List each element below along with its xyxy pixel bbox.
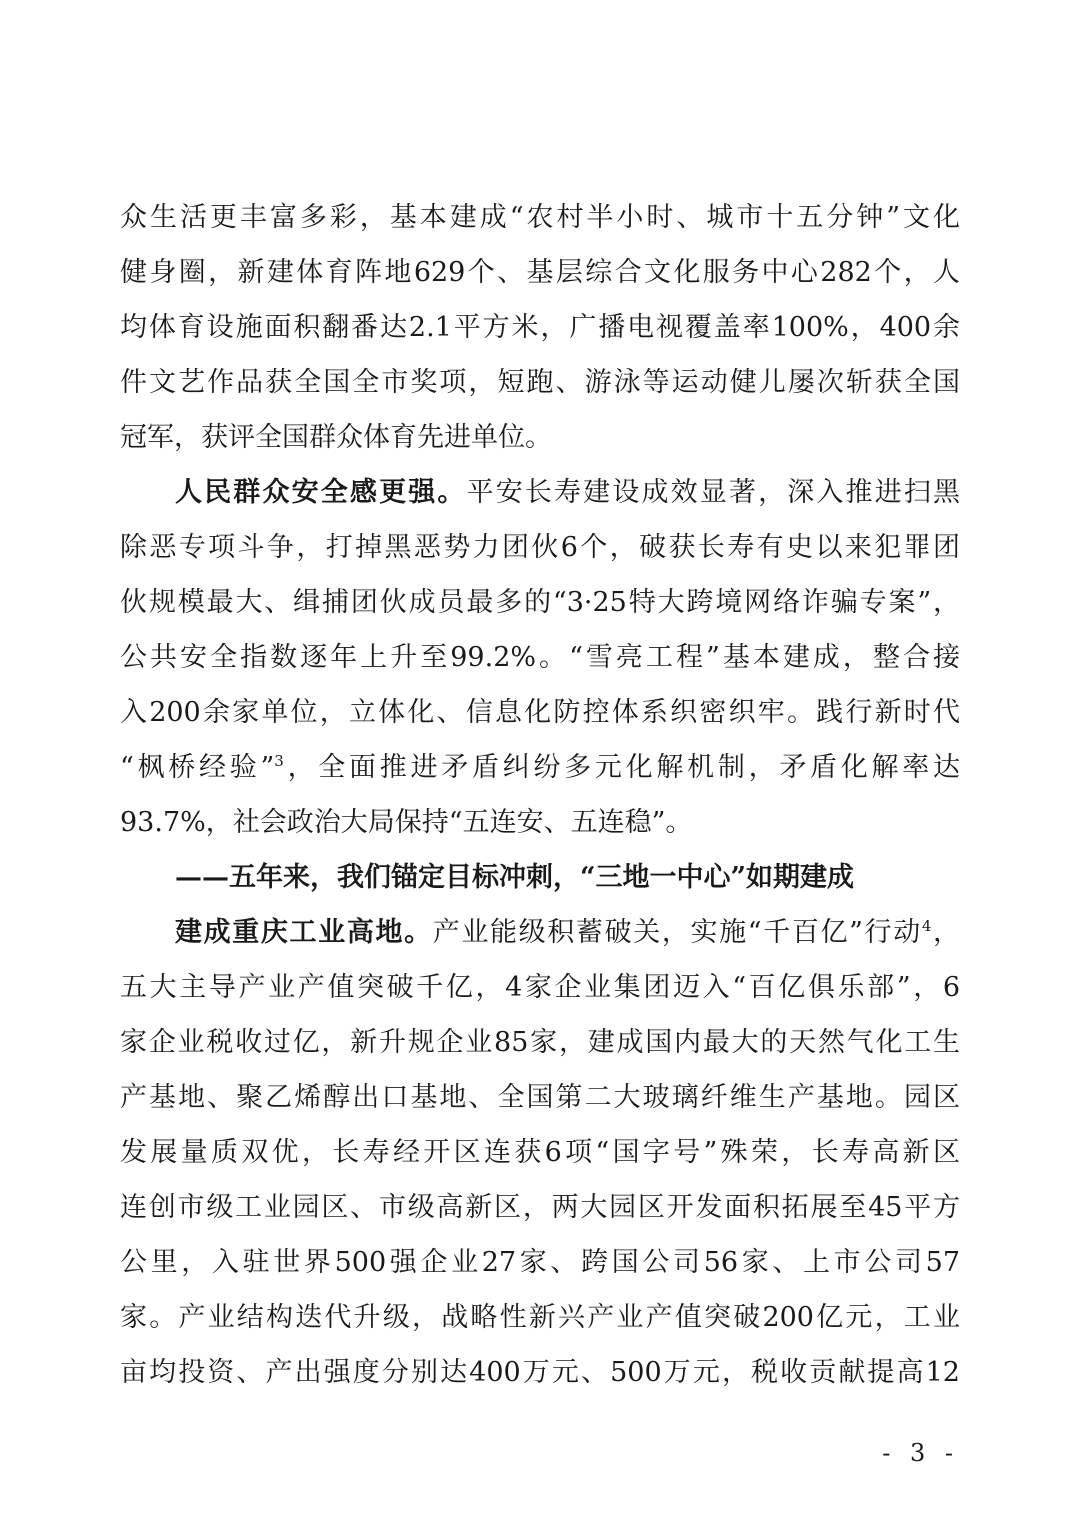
- body-line: 家。产业结构迭代升级，战略性新兴产业产值突破200亿元，工业: [120, 1302, 960, 1333]
- paragraph-first-line: [175, 475, 960, 511]
- body-line: 公共安全指数逐年上升至99.2%。“雪亮工程”基本建成，整合接: [120, 642, 960, 673]
- body-line: 五大主导产业产值突破千亿，4家企业集团迈入“百亿俱乐部”，6: [120, 972, 960, 1003]
- body-text: “枫桥经验”: [120, 752, 275, 783]
- section-heading: ——五年来，我们锚定目标冲刺，“三地一中心”如期建成: [175, 862, 855, 893]
- footnote-marker: 4: [921, 917, 932, 935]
- body-line: 产基地、聚乙烯醇出口基地、全国第二大玻璃纤维生产基地。园区: [120, 1082, 960, 1113]
- body-line: 除恶专项斗争，打掉黑恶势力团伙6个，破获长寿有史以来犯罪团: [120, 532, 960, 563]
- body-line: 伙规模最大、缉捕团伙成员最多的“3·25特大跨境网络诈骗专案”，: [120, 587, 960, 618]
- body-line: [120, 750, 960, 786]
- body-line: 家企业税收过亿，新升规企业85家，建成国内最大的天然气化工生: [120, 1027, 960, 1058]
- footnote-marker: 3: [274, 752, 284, 770]
- body-text: ，: [931, 917, 961, 948]
- paragraph-lead-heading: 人民群众安全感更强。: [175, 477, 467, 508]
- body-text: ，全面推进矛盾纠纷多元化解机制，矛盾化解率达: [283, 752, 960, 783]
- body-text: 产业能级积蓄破关，实施“千百亿”行动: [432, 917, 922, 948]
- body-text: 平安长寿建设成效显著，深入推进扫黑: [466, 477, 961, 508]
- body-line: 冠军，获评全国群众体育先进单位。: [120, 422, 552, 453]
- body-line: 公里，入驻世界500强企业27家、跨国公司56家、上市公司57: [120, 1247, 960, 1278]
- body-line: 健身圈，新建体育阵地629个、基层综合文化服务中心282个，人: [120, 257, 960, 288]
- paragraph-first-line: [175, 915, 960, 951]
- body-line: 93.7%，社会政治大局保持“五连安、五连稳”。: [120, 807, 693, 838]
- paragraph-lead-heading: 建成重庆工业高地。: [175, 917, 433, 948]
- page-number: - 3 -: [882, 1439, 959, 1467]
- body-line: 入200余家单位，立体化、信息化防控体系织密织牢。践行新时代: [120, 697, 960, 728]
- body-line: 发展量质双优，长寿经开区连获6项“国字号”殊荣，长寿高新区: [120, 1137, 960, 1168]
- body-line: 亩均投资、产出强度分别达400万元、500万元，税收贡献提高12: [120, 1357, 960, 1388]
- body-line: 均体育设施面积翻番达2.1平方米，广播电视覆盖率100%，400余: [120, 312, 960, 343]
- body-line: 件文艺作品获全国全市奖项，短跑、游泳等运动健儿屡次斩获全国: [120, 367, 960, 398]
- body-line: 连创市级工业园区、市级高新区，两大园区开发面积拓展至45平方: [120, 1192, 960, 1223]
- body-line: 众生活更丰富多彩，基本建成“农村半小时、城市十五分钟”文化: [120, 202, 960, 233]
